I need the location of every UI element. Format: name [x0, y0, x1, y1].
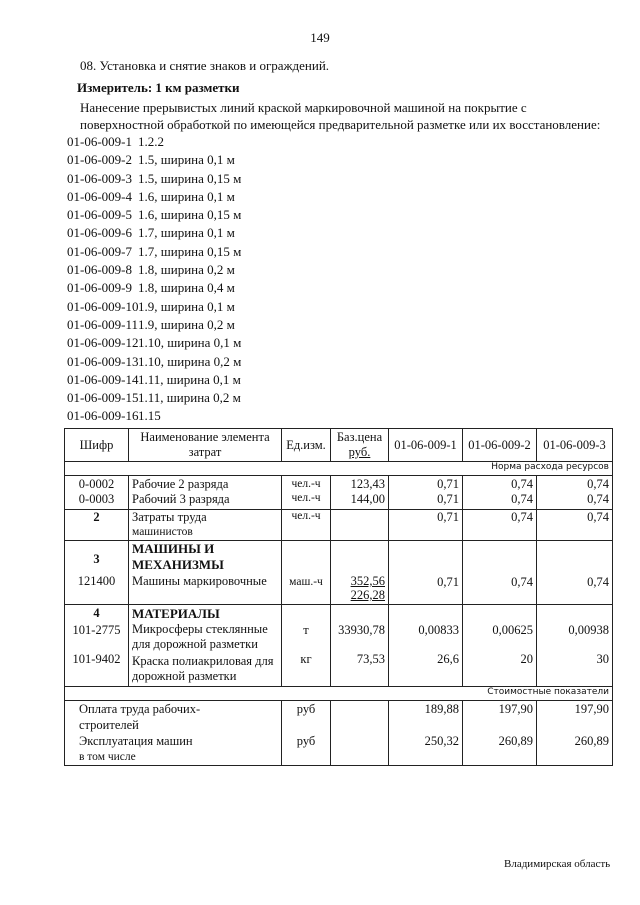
code: 01-06-009-3 — [67, 170, 132, 186]
code-list-item — [67, 151, 241, 169]
item-name: дорожной разметки — [132, 669, 237, 683]
code: 01-06-009-5 — [67, 207, 132, 223]
value: 260,89 — [574, 734, 609, 748]
value: 0,74 — [587, 575, 609, 589]
measure-unit: Измеритель: 1 км разметки — [77, 80, 240, 95]
cell-name — [129, 510, 282, 541]
summary-v3 — [537, 701, 613, 766]
code-text: 1.11, ширина 0,1 м — [138, 371, 241, 387]
code-list — [67, 133, 241, 426]
value: 197,90 — [574, 702, 609, 716]
unit: руб — [296, 702, 316, 716]
item-name: для дорожной разметки — [132, 637, 258, 651]
table-header-row — [65, 429, 613, 462]
code-text: 1.9, ширина 0,1 м — [138, 298, 235, 314]
cell-name-line: Затраты труда — [132, 510, 207, 524]
code: 01-06-009-16 — [67, 408, 139, 424]
code-text: 1.5, ширина 0,1 м — [138, 152, 235, 168]
item-unit: кг — [300, 652, 312, 666]
code-text: 1.9, ширина 0,2 м — [138, 316, 235, 332]
cell-unit — [282, 541, 331, 605]
cell-name — [129, 541, 282, 605]
code-list-item — [67, 353, 241, 371]
band-cost-row — [65, 687, 613, 701]
cell-price — [331, 510, 389, 541]
code: 01-06-009-1 — [67, 134, 132, 149]
code-text: 1.6, ширина 0,15 м — [138, 207, 242, 223]
code: 01-06-009-9 — [67, 280, 132, 296]
value: 0,00833 — [418, 623, 459, 637]
code-list-item — [67, 371, 241, 389]
item-code: 101-9402 — [72, 652, 121, 666]
summary-machines: Эксплуатация машин — [79, 734, 193, 748]
code: 01-06-009-4 — [67, 188, 132, 204]
code-list-item — [67, 316, 241, 334]
resource-norm-table — [64, 428, 613, 766]
code-list-item — [67, 170, 241, 188]
item-price: 73,53 — [356, 652, 385, 666]
cell-v1: 0,71 — [389, 476, 463, 493]
group-code: 3 — [93, 552, 100, 566]
cell-price: 144,00 — [331, 492, 389, 510]
code: 01-06-009-12 — [67, 335, 139, 351]
value: 250,32 — [424, 734, 459, 748]
code-text: 1.5, ширина 0,15 м — [138, 170, 242, 186]
value: 0,71 — [437, 575, 459, 589]
cell-v3: 0,74 — [537, 476, 613, 493]
cell-code: 2 — [65, 510, 129, 541]
section-title: 08. Установка и снятие знаков и ограждений. — [80, 58, 330, 73]
cell-price — [331, 541, 389, 605]
cell-v1: 0,71 — [389, 492, 463, 510]
code-list-item — [67, 206, 241, 224]
code-list-item — [67, 188, 241, 206]
description-line: поверхностной обработкой по имеющейся предварительной разметке или их восстановление: — [80, 117, 601, 132]
summary-labor-line: Оплата труда рабочих- — [79, 702, 201, 716]
value: 0,74 — [511, 575, 533, 589]
cell-code — [65, 605, 129, 687]
table-row — [65, 510, 613, 541]
work-description — [80, 99, 620, 133]
cell-v3: 0,74 — [537, 510, 613, 541]
code-list-item — [67, 279, 241, 297]
cell-v3 — [537, 605, 613, 687]
code-list-item — [67, 407, 241, 425]
code-text: 1.10, ширина 0,1 м — [138, 335, 242, 351]
cell-v1 — [389, 541, 463, 605]
code: 01-06-009-15 — [67, 390, 139, 406]
band-norm-row — [65, 462, 613, 476]
item-unit: т — [303, 623, 309, 637]
summary-v1 — [389, 701, 463, 766]
code-text: 1.11, ширина 0,2 м — [138, 390, 241, 406]
band-norm-label: Норма расхода ресурсов — [65, 462, 613, 476]
group-code: 4 — [93, 606, 100, 620]
header-name: Наименование элемента затрат — [129, 429, 282, 462]
code: 01-06-009-14 — [67, 371, 139, 387]
cell-price: 123,43 — [331, 476, 389, 493]
item-code: 121400 — [77, 574, 116, 588]
header-price-line2: руб. — [348, 445, 371, 459]
code-text: 1.15 — [138, 408, 161, 424]
cell-code — [65, 541, 129, 605]
code-text: 1.7, ширина 0,1 м — [138, 225, 235, 241]
header-price-line1: Баз.цена — [336, 430, 383, 444]
code: 01-06-009-11 — [67, 316, 139, 332]
cell-code: 0-0003 — [65, 492, 129, 510]
value: 197,90 — [498, 702, 533, 716]
summary-unit — [282, 701, 331, 766]
cell-v2: 0,74 — [463, 492, 537, 510]
value: 0,00625 — [492, 623, 533, 637]
cell-code: 0-0002 — [65, 476, 129, 493]
cell-v3: 0,74 — [537, 492, 613, 510]
cell-v2: 0,74 — [463, 510, 537, 541]
header-col3: 01-06-009-3 — [537, 429, 613, 462]
cell-v2 — [463, 541, 537, 605]
code-text: 1.6, ширина 0,1 м — [138, 188, 235, 204]
cell-unit: чел.-ч — [282, 492, 331, 510]
value: 260,89 — [498, 734, 533, 748]
band-cost-label: Стоимостные показатели — [65, 687, 613, 701]
value: 20 — [520, 652, 533, 666]
summary-row — [65, 701, 613, 766]
cell-unit — [282, 605, 331, 687]
value: 26,6 — [437, 652, 459, 666]
code-text: 1.8, ширина 0,2 м — [138, 262, 235, 278]
code: 01-06-009-6 — [67, 225, 132, 241]
code-list-item — [67, 334, 241, 352]
item-name: Микросферы стеклянные — [132, 622, 268, 636]
code-list-item — [67, 389, 241, 407]
code-list-item — [67, 243, 241, 261]
table-row-group-materials — [65, 605, 613, 687]
price-line: 226,28 — [350, 588, 385, 602]
code-text: 1.10, ширина 0,2 м — [138, 353, 242, 369]
code: 01-06-009-7 — [67, 243, 132, 259]
summary-name — [65, 701, 282, 766]
cell-name — [129, 605, 282, 687]
item-code: 101-2775 — [72, 623, 121, 637]
table-row-group-machines — [65, 541, 613, 605]
group-name: МАШИНЫ И — [132, 541, 215, 556]
summary-labor-line: строителей — [79, 718, 139, 732]
page-number: 149 — [310, 30, 330, 45]
cell-name: Рабочие 2 разряда — [129, 476, 282, 493]
header-col1: 01-06-009-1 — [389, 429, 463, 462]
header-unit: Ед.изм. — [282, 429, 331, 462]
code: 01-06-009-13 — [67, 353, 139, 369]
group-name: МЕХАНИЗМЫ — [132, 557, 224, 572]
item-price: 33930,78 — [338, 623, 385, 637]
table-row — [65, 492, 613, 510]
cell-unit: чел.-ч — [282, 476, 331, 493]
header-code: Шифр — [65, 429, 129, 462]
code: 01-06-009-2 — [67, 152, 132, 168]
cell-v2: 0,74 — [463, 476, 537, 493]
cell-name: Рабочий 3 разряда — [129, 492, 282, 510]
code: 01-06-009-8 — [67, 262, 132, 278]
cell-price — [331, 605, 389, 687]
summary-incl: в том числе — [79, 751, 136, 763]
code: 01-06-009-10 — [67, 298, 139, 314]
cell-v3 — [537, 541, 613, 605]
code-text: 1.7, ширина 0,15 м — [138, 243, 242, 259]
price-line: 352,56 — [350, 574, 385, 588]
region-footer: Владимирская область — [504, 858, 611, 870]
table-row — [65, 476, 613, 493]
header-price — [331, 429, 389, 462]
summary-v2 — [463, 701, 537, 766]
summary-price — [331, 701, 389, 766]
value: 30 — [596, 652, 609, 666]
code-text: 1.2.2 — [138, 134, 164, 149]
cell-v1 — [389, 605, 463, 687]
value: 189,88 — [424, 702, 459, 716]
cell-v1: 0,71 — [389, 510, 463, 541]
value: 0,00938 — [568, 623, 609, 637]
cell-unit: чел.-ч — [282, 510, 331, 541]
code-list-item — [67, 261, 241, 279]
unit: руб — [296, 734, 316, 748]
code-text: 1.8, ширина 0,4 м — [138, 280, 235, 296]
cell-v2 — [463, 605, 537, 687]
item-name: Краска полиакриловая для — [132, 654, 274, 668]
cell-name-line: машинистов — [132, 526, 193, 538]
item-name: Машины маркировочные — [132, 574, 267, 588]
code-list-item — [67, 298, 241, 316]
group-name: МАТЕРИАЛЫ — [132, 606, 220, 621]
code-list-item — [67, 224, 241, 242]
header-col2: 01-06-009-2 — [463, 429, 537, 462]
code-list-item — [67, 133, 241, 151]
description-line: Нанесение прерывистых линий краской маркировочной машиной на покрытие с — [80, 100, 527, 115]
item-unit: маш.-ч — [289, 576, 323, 588]
